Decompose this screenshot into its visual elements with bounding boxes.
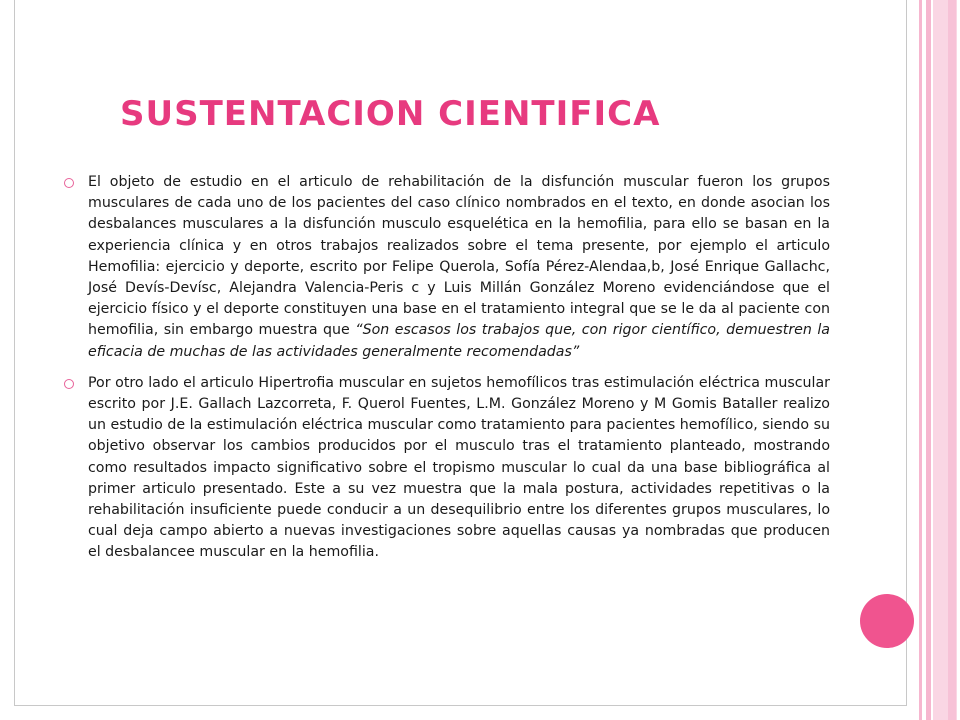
bullet-icon [64, 379, 74, 389]
slide-title: SUSTENTACION CIENTIFICA [120, 94, 661, 134]
decorative-stripe [926, 0, 931, 720]
paragraph-2-text: Por otro lado el articulo Hipertrofia muscular en sujetos hemofílicos tras estimulación eléctrica muscular escrito por J.E. Gallach Lazcorreta, F. Querol Fuentes, L.M. González Moreno y M Gomis Bataller realizo un estudio de la estimulación eléctrica muscular como tratamiento para pacientes hemofílico, siendo su objetivo observar los cambios producidos por el musculo tras el tratamiento planteado, mostrando como resultados impacto significativo sobre el tropismo muscular lo cual da una base bibliográfica al primer articulo presentado. Este a su vez muestra que la mala postura, actividades repetitivas o la rehabilitación insuficiente puede conducir a un desequilibrio entre los diferentes grupos musculares, lo cual deja campo abierto a nuevas investigaciones sobre aquellas causas ya nombradas que producen el desbalancee muscular en la hemofilia. [88, 374, 830, 561]
paragraph-1 [64, 172, 830, 363]
decorative-circle [860, 594, 914, 648]
bullet-icon [64, 178, 74, 188]
paragraph-1-quote: “Son escasos los trabajos que, con rigor científico, demuestren la eficacia de muchas de las actividades generalmente recomendadas” [88, 322, 830, 360]
decorative-stripe [948, 0, 956, 720]
slide-body [64, 172, 830, 574]
paragraph-2 [64, 373, 830, 564]
paragraph-1-text: El objeto de estudio en el articulo de rehabilitación de la disfunción muscular fueron los grupos musculares de cada uno de los pacientes del caso clínico nombrados en el texto, en donde asocian los desbalances musculares a la disfunción musculo esquelética en la hemofilia, para ello se basan en la experiencia clínica y en otros trabajos realizados sobre el tema presente, por ejemplo el articulo Hemofilia: ejercicio y deporte, escrito por Felipe Querola, Sofía Pérez-Alendaa,b, José Enrique Gallachc, José Devís-Devísc, Alejandra Valencia-Peris c y Luis Millán González Moreno evidenciándose que el ejercicio físico y el deporte constituyen una base en el tratamiento integral que se le da al paciente con hemofilia, sin embargo muestra que [88, 174, 830, 339]
decorative-stripe [919, 0, 922, 720]
